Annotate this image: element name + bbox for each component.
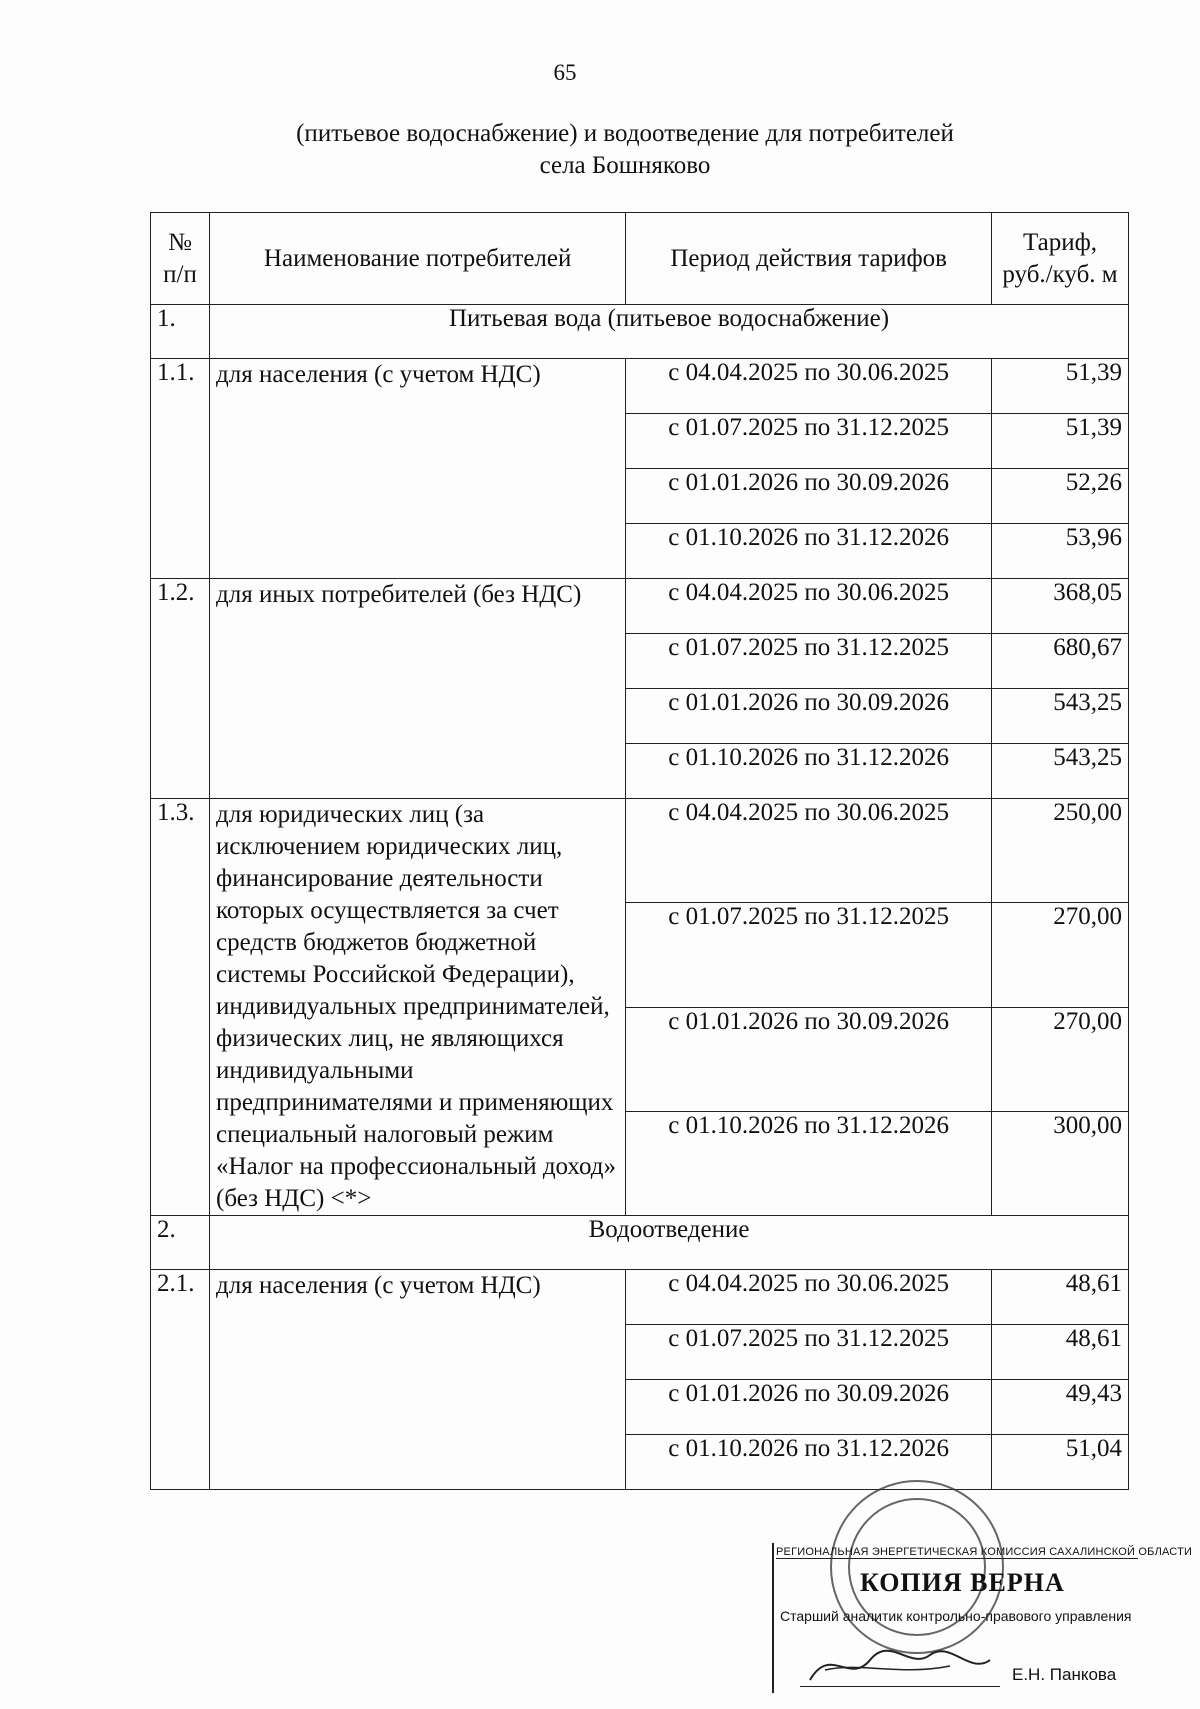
consumer-name: для населения (с учетом НДС) bbox=[210, 359, 626, 579]
tariff-period: с 01.01.2026 по 30.09.2026 bbox=[626, 1380, 992, 1435]
tariff-table bbox=[150, 212, 1129, 1490]
header-name: Наименование потребителей bbox=[210, 213, 626, 305]
table-row bbox=[151, 579, 1129, 634]
tariff-period: с 01.10.2026 по 31.12.2026 bbox=[626, 1435, 992, 1490]
table-header-row bbox=[151, 213, 1129, 305]
document-title bbox=[150, 118, 1100, 182]
header-tariff: Тариф, руб./куб. м bbox=[991, 213, 1128, 305]
tariff-value: 543,25 bbox=[991, 744, 1128, 799]
stamp-person: Е.Н. Панкова bbox=[1012, 1665, 1117, 1684]
stamp-title: КОПИЯ ВЕРНА bbox=[860, 1568, 1065, 1597]
tariff-period: с 04.04.2025 по 30.06.2025 bbox=[626, 799, 992, 903]
row-num: 1.2. bbox=[151, 579, 210, 799]
tariff-value: 250,00 bbox=[991, 799, 1128, 903]
tariff-period: с 01.07.2025 по 31.12.2025 bbox=[626, 903, 992, 1007]
tariff-value: 48,61 bbox=[991, 1325, 1128, 1380]
tariff-value: 53,96 bbox=[991, 524, 1128, 579]
header-period: Период действия тарифов bbox=[626, 213, 992, 305]
tariff-period: с 04.04.2025 по 30.06.2025 bbox=[626, 579, 992, 634]
row-num: 1.3. bbox=[151, 799, 210, 1216]
consumer-name: для юридических лиц (за исключением юридических лиц, финансирование деятельности которых осуществляется за счет средств бюджетов бюджетной системы Российской Федерации), индивидуальных предпринимателей, физических лиц, не являющихся индивидуальными предпринимателями и применяющих специальный налоговый режим «Налог на профессиональный доход» (без НДС) <*> bbox=[210, 799, 626, 1216]
consumer-name: для иных потребителей (без НДС) bbox=[210, 579, 626, 799]
tariff-period: с 01.07.2025 по 31.12.2025 bbox=[626, 634, 992, 689]
section-num: 1. bbox=[151, 305, 210, 359]
tariff-value: 52,26 bbox=[991, 469, 1128, 524]
signature-mark bbox=[800, 1640, 1000, 1690]
page-number: 65 bbox=[553, 60, 577, 85]
title-line-1: (питьевое водоснабжение) и водоотведение для потребителей bbox=[296, 120, 954, 147]
tariff-value: 51,39 bbox=[991, 359, 1128, 414]
tariff-period: с 01.07.2025 по 31.12.2025 bbox=[626, 414, 992, 469]
table-row bbox=[151, 1270, 1129, 1325]
signature-line bbox=[800, 1686, 1000, 1687]
tariff-value: 270,00 bbox=[991, 1007, 1128, 1111]
row-num: 1.1. bbox=[151, 359, 210, 579]
tariff-period: с 01.10.2026 по 31.12.2026 bbox=[626, 1111, 992, 1215]
tariff-period: с 01.01.2026 по 30.09.2026 bbox=[626, 689, 992, 744]
tariff-value: 51,39 bbox=[991, 414, 1128, 469]
section-row bbox=[151, 1216, 1129, 1270]
tariff-period: с 04.04.2025 по 30.06.2025 bbox=[626, 1270, 992, 1325]
table-row bbox=[151, 359, 1129, 414]
tariff-value: 48,61 bbox=[991, 1270, 1128, 1325]
row-num: 2.1. bbox=[151, 1270, 210, 1490]
tariff-period: с 01.10.2026 по 31.12.2026 bbox=[626, 744, 992, 799]
consumer-name: для населения (с учетом НДС) bbox=[210, 1270, 626, 1490]
tariff-value: 270,00 bbox=[991, 903, 1128, 1007]
tariff-period: с 01.07.2025 по 31.12.2025 bbox=[626, 1325, 992, 1380]
section-num: 2. bbox=[151, 1216, 210, 1270]
section-title: Питьевая вода (питьевое водоснабжение) bbox=[210, 305, 1129, 359]
tariff-value: 49,43 bbox=[991, 1380, 1128, 1435]
tariff-value: 51,04 bbox=[991, 1435, 1128, 1490]
tariff-value: 368,05 bbox=[991, 579, 1128, 634]
section-row bbox=[151, 305, 1129, 359]
tariff-value: 300,00 bbox=[991, 1111, 1128, 1215]
table-row bbox=[151, 799, 1129, 903]
tariff-value: 680,67 bbox=[991, 634, 1128, 689]
title-line-2: села Бошняково bbox=[539, 152, 711, 179]
section-title: Водоотведение bbox=[210, 1216, 1129, 1270]
stamp-organization: РЕГИОНАЛЬНАЯ ЭНЕРГЕТИЧЕСКАЯ КОМИССИЯ САХАЛИНСКОЙ ОБЛАСТИ bbox=[776, 1546, 1193, 1558]
tariff-period: с 01.01.2026 по 30.09.2026 bbox=[626, 1007, 992, 1111]
tariff-value: 543,25 bbox=[991, 689, 1128, 744]
tariff-period: с 01.10.2026 по 31.12.2026 bbox=[626, 524, 992, 579]
tariff-period: с 01.01.2026 по 30.09.2026 bbox=[626, 469, 992, 524]
tariff-period: с 04.04.2025 по 30.06.2025 bbox=[626, 359, 992, 414]
stamp-position: Старший аналитик контрольно-правового управления bbox=[780, 1608, 1132, 1624]
header-num: № п/п bbox=[151, 213, 210, 305]
